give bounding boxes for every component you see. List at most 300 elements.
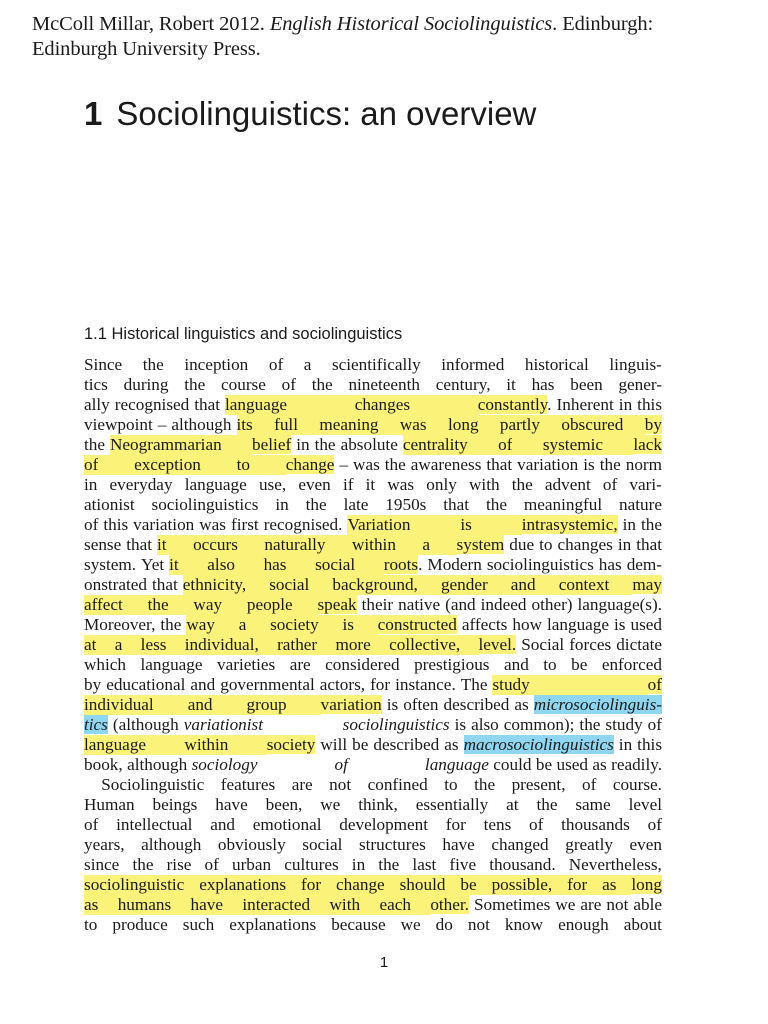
word <box>84 455 134 475</box>
word <box>400 875 461 895</box>
highlight-blue: tics <box>84 715 108 734</box>
text-run: five <box>449 855 477 874</box>
word <box>335 755 421 775</box>
text-line <box>84 775 662 795</box>
text-run: could <box>493 755 532 774</box>
word <box>84 675 101 695</box>
highlight-yellow: belief <box>252 435 292 454</box>
highlight-gap <box>348 755 421 775</box>
word <box>84 915 97 935</box>
word <box>113 715 179 735</box>
text-run: in <box>84 475 98 494</box>
text-run: Nevertheless, <box>568 855 662 874</box>
text-run: that <box>194 395 221 414</box>
highlight-blue: microsociolinguis- <box>533 695 662 714</box>
text-run: sociolinguistics <box>486 555 594 574</box>
word <box>84 775 204 795</box>
text-run: although <box>171 415 232 434</box>
highlight-yellow: constructed <box>377 615 457 634</box>
highlight-yellow: be <box>460 875 477 894</box>
highlight-yellow: full <box>274 415 298 434</box>
word <box>414 655 489 675</box>
word <box>558 915 609 935</box>
word <box>521 635 564 655</box>
highlight-yellow: lack <box>633 435 662 454</box>
text-run: tics <box>84 375 108 394</box>
word <box>330 895 380 915</box>
word <box>603 475 617 495</box>
text-run: it <box>506 375 516 394</box>
word <box>218 835 286 855</box>
text-line <box>84 735 662 755</box>
text-line <box>84 875 662 895</box>
highlight-gap <box>222 435 252 455</box>
text-run: that <box>486 455 513 474</box>
highlight-gap <box>98 895 117 915</box>
text-run: in <box>618 735 633 754</box>
highlight-yellow: Variation <box>347 515 411 534</box>
text-run: everyday <box>109 475 173 494</box>
word <box>143 355 164 375</box>
text-run: to <box>444 775 458 794</box>
text-run: awareness <box>410 455 482 474</box>
text-run: variationist <box>183 715 264 734</box>
highlight-yellow: rather <box>277 635 318 654</box>
highlight-gap <box>468 435 498 455</box>
word <box>532 375 555 395</box>
text-run: been, <box>265 795 303 814</box>
word <box>242 895 329 915</box>
word <box>84 515 98 535</box>
word <box>343 715 450 735</box>
text-line <box>84 515 662 535</box>
word <box>384 555 423 575</box>
highlight-yellow: people <box>246 595 293 614</box>
text-run: affects <box>461 615 508 634</box>
word <box>341 435 398 455</box>
highlight-yellow: its <box>236 415 253 434</box>
word <box>84 635 115 655</box>
word <box>106 675 185 695</box>
word <box>471 715 499 735</box>
highlight-gap <box>371 635 389 655</box>
word <box>444 735 458 755</box>
word <box>188 695 247 715</box>
highlight-yellow: and <box>187 695 213 714</box>
highlight-yellow: humans <box>117 895 172 914</box>
text-run: we <box>320 795 341 814</box>
word <box>565 835 613 855</box>
highlight-gap <box>616 875 631 895</box>
text-line <box>84 715 662 735</box>
text-run: tens <box>483 815 512 834</box>
word <box>445 595 476 615</box>
text-run: Since <box>84 355 123 374</box>
highlight-yellow: have <box>190 895 223 914</box>
text-run: the <box>485 495 507 514</box>
text-run: nineteenth <box>348 375 421 394</box>
highlight-yellow: as <box>602 875 617 894</box>
text-line <box>84 755 662 775</box>
word <box>84 495 135 515</box>
word <box>247 695 321 715</box>
highlight-gap <box>98 455 134 475</box>
highlight-gap <box>286 555 315 575</box>
word <box>183 915 215 935</box>
text-run: scientifically <box>331 355 421 374</box>
word <box>579 715 600 735</box>
word <box>366 475 376 495</box>
word <box>221 775 275 795</box>
text-run: only <box>426 475 457 494</box>
text-run: 1950s <box>385 495 427 514</box>
word <box>84 695 188 715</box>
text-run: the <box>314 435 336 454</box>
highlight-gap <box>250 455 286 475</box>
text-run: viewpoint <box>84 415 153 434</box>
chapter-heading <box>84 92 536 136</box>
text-run: often <box>403 695 439 714</box>
word <box>134 455 237 475</box>
text-run: of <box>602 475 618 494</box>
highlight-gap <box>410 515 460 535</box>
word <box>84 755 123 775</box>
text-run: of <box>529 815 544 834</box>
citation-line-1 <box>32 12 732 37</box>
word <box>359 835 426 855</box>
text-run: linguis- <box>609 355 662 374</box>
word <box>358 795 398 815</box>
text-run: described <box>443 695 510 714</box>
word <box>641 515 662 535</box>
text-run: because <box>331 915 386 934</box>
word <box>648 715 662 735</box>
text-run: was <box>199 515 226 534</box>
text-run: sociolinguistics <box>342 715 450 734</box>
text-run: sense <box>84 535 122 554</box>
highlight-gap <box>319 615 343 635</box>
word <box>284 855 338 875</box>
word <box>110 435 252 455</box>
highlight-yellow: changes <box>354 395 411 414</box>
word <box>629 475 661 495</box>
text-run: of <box>84 815 99 834</box>
chapter-title: Sociolinguistics: an overview <box>116 95 537 132</box>
word <box>339 815 428 835</box>
highlight-yellow: study <box>492 675 530 694</box>
text-run: course. <box>612 775 662 794</box>
word <box>158 415 167 435</box>
text-run: a <box>303 355 312 374</box>
text-run: not <box>467 915 490 934</box>
text-line <box>84 575 662 595</box>
word <box>387 695 398 715</box>
word <box>321 695 382 715</box>
highlight-yellow: constantly <box>477 395 548 414</box>
word <box>270 615 342 635</box>
word <box>534 695 662 715</box>
word <box>215 795 247 815</box>
word <box>619 395 632 415</box>
word <box>124 375 169 395</box>
word <box>274 415 319 435</box>
highlight-gap <box>215 615 239 635</box>
word <box>352 735 368 755</box>
text-line <box>84 595 662 615</box>
highlight-gap <box>445 875 460 895</box>
text-run: be <box>535 755 553 774</box>
highlight-yellow: context <box>558 575 610 594</box>
text-run: features <box>220 775 276 794</box>
highlight-yellow: may <box>632 575 662 594</box>
word <box>609 355 662 375</box>
highlight-gap <box>154 695 188 715</box>
text-run: sociology <box>191 755 258 774</box>
word <box>237 455 286 475</box>
word <box>504 715 575 735</box>
word <box>637 735 662 755</box>
text-run: their <box>361 595 394 614</box>
word <box>325 655 399 675</box>
highlight-gap <box>213 695 247 715</box>
word <box>232 855 271 875</box>
text-run: first <box>231 515 259 534</box>
word <box>157 535 193 555</box>
text-run: able <box>633 895 663 914</box>
word <box>286 455 335 475</box>
word <box>543 655 556 675</box>
word <box>632 575 662 595</box>
word <box>631 875 662 895</box>
text-line <box>84 375 662 395</box>
word <box>267 735 316 755</box>
text-run: if <box>342 475 354 494</box>
highlight-gap <box>123 595 148 615</box>
highlight-yellow: is <box>460 515 472 534</box>
page-number: 1 <box>379 954 389 971</box>
word <box>448 415 500 435</box>
word <box>557 535 612 555</box>
text-run: the <box>142 355 164 374</box>
word <box>592 755 606 775</box>
text-run: The <box>460 675 488 694</box>
highlight-yellow: systemic <box>542 435 603 454</box>
word <box>619 735 632 755</box>
text-run: due <box>509 535 535 554</box>
highlight-gap <box>418 575 441 595</box>
highlight-gap <box>321 875 336 895</box>
highlight-yellow: it <box>157 535 167 554</box>
text-run: ationist <box>84 495 135 514</box>
word <box>580 895 601 915</box>
highlight-yellow: should <box>399 875 446 894</box>
text-run: beings <box>152 795 198 814</box>
text-line <box>84 415 662 435</box>
word <box>618 375 662 395</box>
word <box>512 615 542 635</box>
highlight-gap <box>512 435 542 455</box>
text-run: by <box>84 675 102 694</box>
citation-publisher-city: . Edinburgh: <box>552 13 654 35</box>
text-line <box>84 435 662 455</box>
highlight-yellow: collective, <box>389 635 461 654</box>
text-run: varieties <box>217 655 276 674</box>
word <box>207 555 263 575</box>
text-run: use, <box>258 475 287 494</box>
text-run: thousand. <box>489 855 556 874</box>
word <box>637 395 662 415</box>
text-run: and <box>503 655 529 674</box>
highlight-yellow: long <box>631 875 662 894</box>
highlight-gap <box>287 395 355 415</box>
highlight-yellow: change <box>285 455 335 474</box>
word <box>457 535 505 555</box>
highlight-gap <box>263 715 343 735</box>
word <box>370 675 390 695</box>
highlight-yellow: each <box>379 895 411 914</box>
text-run: is <box>386 695 399 714</box>
word <box>84 435 105 455</box>
highlight-yellow: it <box>169 555 179 574</box>
highlight-gap <box>472 515 522 535</box>
word <box>296 435 309 455</box>
highlight-gap <box>235 555 264 575</box>
word <box>84 395 110 415</box>
word <box>199 515 226 535</box>
text-run: Sociolinguistic <box>84 775 205 794</box>
text-run: Inherent <box>556 395 614 414</box>
word <box>481 595 527 615</box>
word <box>336 875 400 895</box>
word <box>264 555 316 575</box>
highlight-yellow: of <box>647 675 662 694</box>
highlight-gap <box>167 535 193 555</box>
word <box>186 615 238 635</box>
word <box>84 415 153 435</box>
word <box>569 855 662 875</box>
highlight-yellow: society <box>266 735 316 754</box>
text-run: other) <box>531 595 573 614</box>
text-run: language <box>184 475 247 494</box>
text-run: in <box>296 435 310 454</box>
text-run: language <box>546 615 610 634</box>
word <box>141 555 164 575</box>
highlight-gap <box>96 635 114 655</box>
word <box>630 835 662 855</box>
word <box>379 895 430 915</box>
text-run: Yet <box>141 555 165 574</box>
text-run: for <box>370 675 391 694</box>
word <box>191 895 243 915</box>
highlight-gap <box>354 615 378 635</box>
highlight-gap <box>410 395 478 415</box>
text-run: although <box>141 835 202 854</box>
word <box>460 875 491 895</box>
word <box>468 915 490 935</box>
highlight-gap <box>246 575 269 595</box>
highlight-yellow: language <box>84 735 147 754</box>
word <box>524 495 602 515</box>
highlight-yellow: change <box>336 875 385 894</box>
word <box>600 455 621 475</box>
text-run: language <box>140 655 203 674</box>
word <box>401 915 421 935</box>
word <box>275 495 288 515</box>
text-run: enough <box>558 915 609 934</box>
text-run: as <box>514 695 529 714</box>
highlight-yellow: background, <box>332 575 418 594</box>
text-run: of <box>582 775 597 794</box>
text-run: in <box>622 515 637 534</box>
highlight-yellow: way <box>186 615 216 634</box>
word <box>264 535 352 555</box>
word <box>605 715 642 735</box>
word <box>84 815 98 835</box>
highlight-yellow: language <box>225 395 288 414</box>
text-run: . <box>547 395 552 414</box>
text-line <box>84 655 662 675</box>
word <box>385 495 426 515</box>
word <box>444 775 457 795</box>
word <box>264 515 343 535</box>
highlight-gap <box>460 635 478 655</box>
word <box>479 635 517 655</box>
text-run: governmental <box>220 675 315 694</box>
highlight-yellow: occurs <box>193 535 238 554</box>
word <box>436 915 453 935</box>
highlight-gap <box>326 535 352 555</box>
word <box>320 735 347 755</box>
text-run: with <box>469 475 500 494</box>
text-line <box>84 915 662 935</box>
text-run: advent <box>544 475 591 494</box>
word <box>84 655 126 675</box>
text-run: years, <box>84 835 125 854</box>
highlight-yellow: for <box>301 875 322 894</box>
text-run: about <box>623 915 662 934</box>
text-run: which <box>84 655 127 674</box>
text-run: absolute <box>340 435 398 454</box>
text-line <box>84 895 662 915</box>
highlight-gap <box>552 875 567 895</box>
text-run: also <box>471 715 499 734</box>
word <box>332 575 441 595</box>
word <box>194 395 220 415</box>
word <box>184 375 205 395</box>
word <box>442 835 474 855</box>
text-run: and <box>210 815 236 834</box>
word <box>335 635 389 655</box>
word <box>148 595 194 615</box>
text-run: gener- <box>618 375 662 394</box>
word <box>133 515 194 535</box>
text-run: the <box>311 375 333 394</box>
word <box>190 675 215 695</box>
highlight-yellow: a <box>238 615 247 634</box>
text-run: the <box>132 855 154 874</box>
word <box>199 875 301 895</box>
text-run: is <box>614 615 626 634</box>
highlight-yellow: with <box>329 895 361 914</box>
text-run: will <box>320 735 348 754</box>
word <box>567 875 602 895</box>
text-run: at <box>506 795 519 814</box>
word <box>259 475 286 495</box>
highlight-yellow: level. <box>478 635 517 654</box>
text-run: in <box>618 395 633 414</box>
word <box>185 475 247 495</box>
highlight-yellow: possible, <box>491 875 553 894</box>
